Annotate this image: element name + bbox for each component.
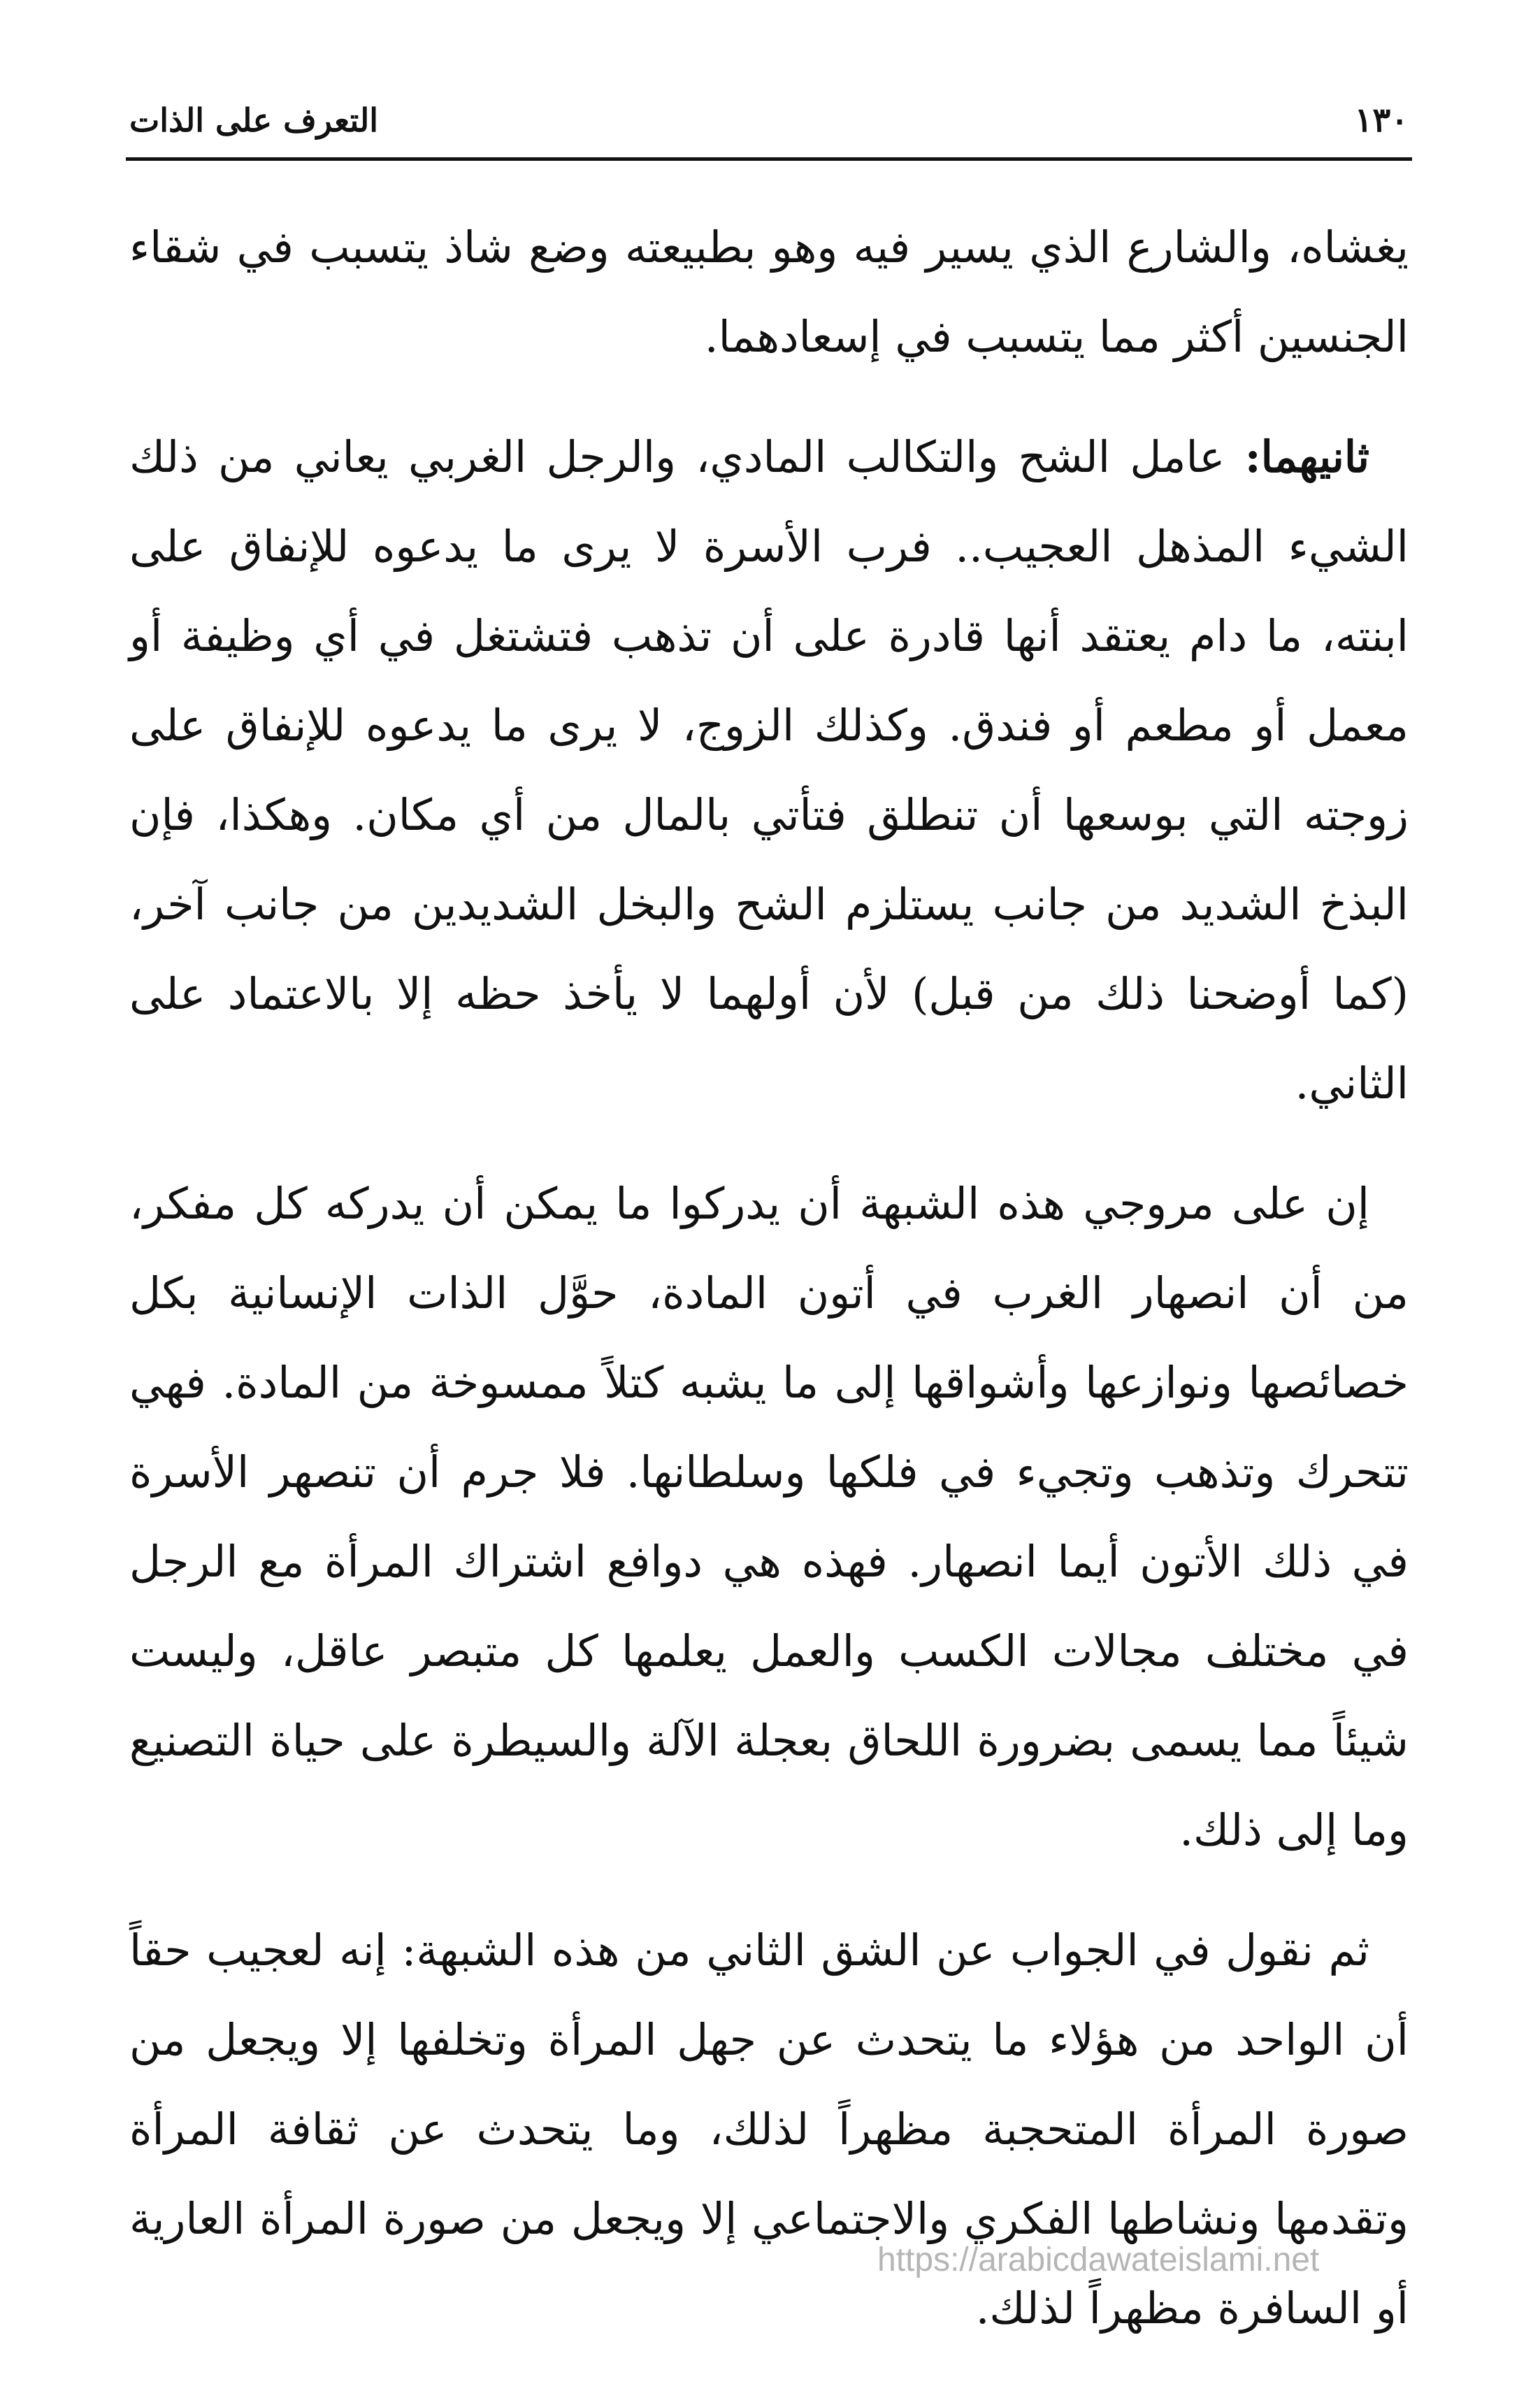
- paragraph-text: إن على مروجي هذه الشبهة أن يدركوا ما يمكن أن يدركه كل مفكر، من أن انصهار الغرب في أتون المادة، حوَّل الذات الإنسانية بكل خصائصها ونوازعها وأشواقها إلى ما يشبه كتلاً ممسوخة من المادة. فهي تتحرك وتذهب وتجيء في فلكها وسلطانها. فلا جرم أن تنصهر الأسرة في ذلك الأتون أيما انصهار. فهذه هي دوافع اشتراك المرأة مع الرجل في مختلف مجالات الكسب والعمل يعلمها كل متبصر عاقل، وليست شيئاً مما يسمى بضرورة اللحاق بعجلة الآلة والسيطرة على حياة التصنيع وما إلى ذلك.: [129, 1178, 1409, 1855]
- paragraph-3: [129, 1159, 1409, 1875]
- paragraph-4: [129, 1906, 1409, 2353]
- paragraph-text: ثم نقول في الجواب عن الشق الثاني من هذه الشبهة: إنه لعجيب حقاً أن الواحد من هؤلاء ما يتحدث عن جهل المرأة وتخلفها إلا ويجعل من صورة المرأة المتحجبة مظهراً لذلك، وما يتحدث عن ثقافة المرأة وتقدمها ونشاطها الفكري والاجتماعي إلا ويجعل من صورة المرأة العارية أو السافرة مظهراً لذلك.: [129, 1925, 1409, 2334]
- page-header: [129, 92, 1409, 148]
- header-divider: [126, 157, 1412, 161]
- running-title: التعرف على الذات: [129, 101, 379, 139]
- paragraph-lead: ثانيهما:: [1244, 431, 1369, 482]
- paragraph-text: يغشاه، والشارع الذي يسير فيه وهو بطبيعته وضع شاذ يتسبب في شقاء الجنسين أكثر مما يتسبب في إسعادهما.: [129, 222, 1409, 362]
- page-number: ١٣٠: [1354, 101, 1409, 140]
- page-body: [129, 203, 1409, 2384]
- paragraph-text: عامل الشح والتكالب المادي، والرجل الغربي يعاني من ذلك الشيء المذهل العجيب.. فرب الأسرة لا يرى ما يدعوه للإنفاق على ابنته، ما دام يعتقد أنها قادرة على أن تذهب فتشتغل في أي وظيفة أو معمل أو مطعم أو فندق. وكذلك الزوج، لا يرى ما يدعوه للإنفاق على زوجته التي بوسعها أن تنطلق فتأتي بالمال من أي مكان. وهكذا، فإن البذخ الشديد من جانب يستلزم الشح والبخل الشديدين من جانب آخر، (كما أوضحنا ذلك من قبل) لأن أولهما لا يأخذ حظه إلا بالاعتماد على الثاني.: [129, 431, 1409, 1109]
- paragraph-1: [129, 203, 1409, 382]
- source-watermark: https://arabicdawateislami.net: [877, 2241, 1320, 2278]
- paragraph-2: [129, 412, 1409, 1128]
